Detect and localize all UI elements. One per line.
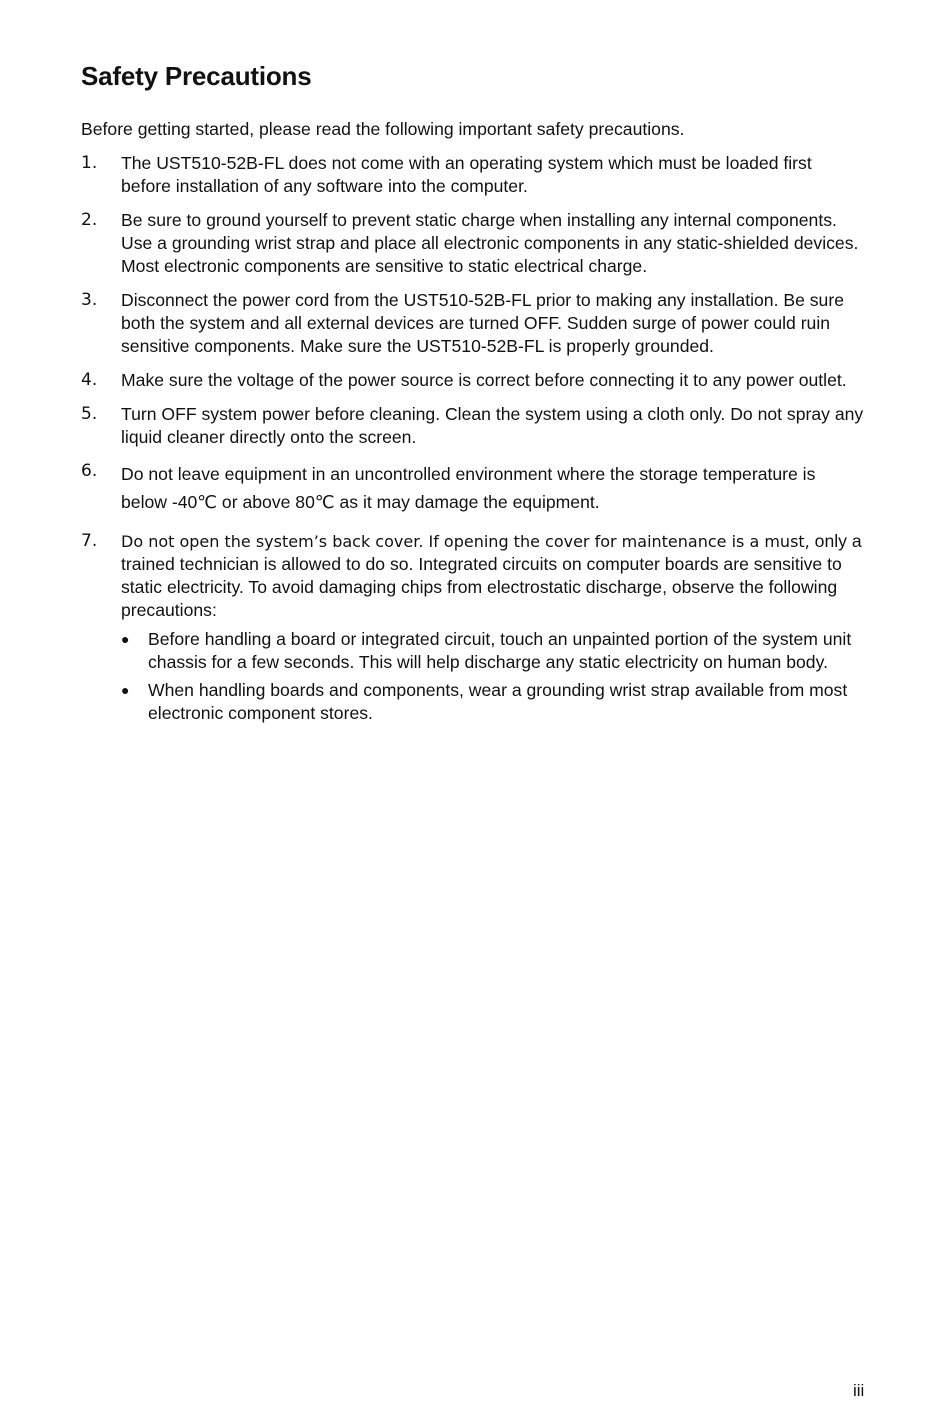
list-item-text-continued: only a trained technician is allowed to do so. Integrated circuits on computer boards are sensitive to static electricity. To avoid damaging chips from electrostatic discharge, observe the following precautions: xyxy=(121,531,862,620)
sub-precautions-list xyxy=(121,628,866,725)
bullet-item xyxy=(121,628,866,674)
bullet-text: When handling boards and components, wear a grounding wrist strap available from most electronic component stores. xyxy=(148,680,848,723)
list-item-text: Be sure to ground yourself to prevent static charge when installing any internal components. Use a grounding wrist strap and place all electronic components in any static-shielded devices. Most electronic components are sensitive to static electrical charge. xyxy=(121,210,859,276)
list-item xyxy=(81,209,866,278)
bullet-icon: ● xyxy=(121,682,130,698)
bullet-text: Before handling a board or integrated circuit, touch an unpainted portion of the system unit chassis for a few seconds. This will help discharge any static electricity on human body. xyxy=(148,629,852,672)
list-item xyxy=(81,152,866,198)
list-item xyxy=(81,369,866,392)
list-item xyxy=(81,289,866,358)
list-item-text: Turn OFF system power before cleaning. Clean the system using a cloth only. Do not spray any liquid cleaner directly onto the screen. xyxy=(121,404,864,447)
list-item-text: The UST510-52B-FL does not come with an operating system which must be loaded first before installation of any software into the computer. xyxy=(121,153,812,196)
list-item-text: Make sure the voltage of the power source is correct before connecting it to any power outlet. xyxy=(121,370,847,390)
list-item-number: 7. xyxy=(81,531,98,551)
intro-paragraph: Before getting started, please read the following important safety precautions. xyxy=(81,119,685,139)
page-number: iii xyxy=(853,1381,865,1400)
bullet-item xyxy=(121,679,866,725)
list-item xyxy=(81,403,866,449)
list-item-number: 3. xyxy=(81,290,98,310)
list-item-text-emphasis: Do not open the system’s back cover. If opening the cover for maintenance is a must, xyxy=(121,532,810,551)
list-item xyxy=(81,530,866,725)
precautions-list xyxy=(81,152,866,725)
list-item-text: Disconnect the power cord from the UST510-52B-FL prior to making any installation. Be sure both the system and all external devices are turned OFF. Sudden surge of power could ruin sensitive components. Make sure the UST510-52B-FL is properly grounded. xyxy=(121,290,844,356)
list-item-number: 5. xyxy=(81,404,98,424)
list-item-number: 6. xyxy=(81,461,98,481)
list-item xyxy=(81,460,866,516)
page-title: Safety Precautions xyxy=(81,61,312,91)
list-item-number: 1. xyxy=(81,153,98,173)
bullet-icon: ● xyxy=(121,631,130,647)
list-item-number: 4. xyxy=(81,370,98,390)
list-item-text xyxy=(121,530,866,622)
list-item-number: 2. xyxy=(81,210,98,230)
list-item-text: Do not leave equipment in an uncontrolled environment where the storage temperature is below -40℃ or above 80℃ as it may damage the equipment. xyxy=(121,464,816,512)
